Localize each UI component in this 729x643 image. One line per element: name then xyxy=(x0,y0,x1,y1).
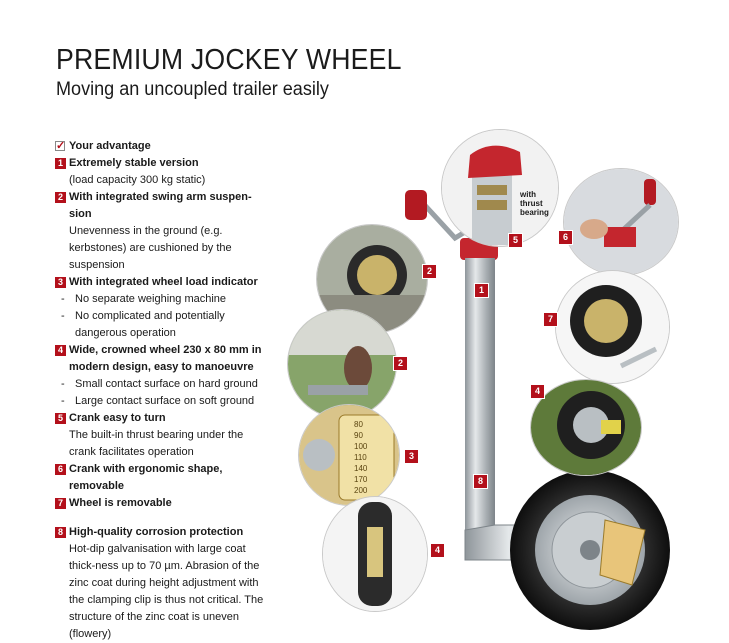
feature-8-title: 8 High-quality corrosion protection xyxy=(55,524,270,541)
callout-6: 6 xyxy=(558,230,573,245)
number-badge: 6 xyxy=(55,464,66,475)
number-badge: 5 xyxy=(55,413,66,424)
removable-wheel-photo xyxy=(555,270,670,384)
callout-5: 5 xyxy=(508,233,523,248)
garden-photo xyxy=(287,309,397,419)
feature-3-bullet: - No complicated and potentially dangerous operation xyxy=(55,308,270,342)
page-title: PREMIUM JOCKEY WHEEL xyxy=(56,44,402,76)
feature-2-title: 2 With integrated swing arm suspen-sion xyxy=(55,189,270,223)
callout-8: 8 xyxy=(473,474,488,489)
scale-number: 170 xyxy=(354,475,368,484)
feature-5-title: 5 Crank easy to turn xyxy=(55,410,270,427)
load-indicator-photo xyxy=(298,404,400,506)
feature-4-title: 4 Wide, crowned wheel 230 x 80 mm in modern design, easy to manoeuvre xyxy=(55,342,270,376)
feature-1-title: 1 Extremely stable version xyxy=(55,155,270,172)
thrust-bearing-label: with thrust bearing xyxy=(520,190,549,217)
number-badge: 2 xyxy=(55,192,66,203)
feature-3-bullet: - No separate weighing machine xyxy=(55,291,270,308)
feature-list xyxy=(55,138,270,643)
number-badge: 8 xyxy=(55,527,66,538)
scale-number: 90 xyxy=(354,431,363,440)
feature-3-title: 3 With integrated wheel load indicator xyxy=(55,274,270,291)
checkbox-icon: ✓ xyxy=(56,140,66,152)
grass-wheel-photo xyxy=(530,379,642,476)
crank-handle-icon xyxy=(405,190,427,220)
scale-number: 110 xyxy=(354,453,367,462)
callout-4: 4 xyxy=(430,543,445,558)
callout-2: 2 xyxy=(393,356,408,371)
number-badge: 4 xyxy=(55,345,66,356)
feature-5-text: The built-in thrust bearing under the crank facilitates operation xyxy=(69,429,244,458)
scale-number: 140 xyxy=(354,464,368,473)
feature-8-text: Hot-dip galvanisation with large coat thick-ness up to 70 µm. Abrasion of the zinc coat during height adjustment with the clamping clip is thus not critical. The structure of the zinc coat is uneven (flowery) xyxy=(69,543,264,640)
callout-4: 4 xyxy=(530,384,545,399)
number-badge: 7 xyxy=(55,498,66,509)
scale-number: 100 xyxy=(354,442,368,451)
number-badge: 3 xyxy=(55,277,66,288)
scale-number: 80 xyxy=(354,420,363,429)
callout-2: 2 xyxy=(422,264,437,279)
callout-1: 1 xyxy=(474,283,489,298)
feature-4-bullet: - Small contact surface on hard ground xyxy=(55,376,270,393)
page-subtitle: Moving an uncoupled trailer easily xyxy=(56,79,329,100)
thrust-bearing-photo xyxy=(441,129,559,247)
number-badge: 1 xyxy=(55,158,66,169)
callout-7: 7 xyxy=(543,312,558,327)
feature-2-text: Unevenness in the ground (e.g. kerbstones) are cushioned by the suspension xyxy=(69,225,232,271)
advantage-heading: ✓ Your advantage xyxy=(56,140,151,152)
crank-photo xyxy=(563,168,679,276)
scale-number: 200 xyxy=(354,486,368,495)
wheel-closeup-photo xyxy=(322,496,428,612)
feature-1-text: (load capacity 300 kg static) xyxy=(69,174,206,186)
feature-7-title: 7 Wheel is removable xyxy=(55,495,270,512)
feature-4-bullet: - Large contact surface on soft ground xyxy=(55,393,270,410)
feature-6-title: 6 Crank with ergonomic shape, removable xyxy=(55,461,270,495)
callout-3: 3 xyxy=(404,449,419,464)
